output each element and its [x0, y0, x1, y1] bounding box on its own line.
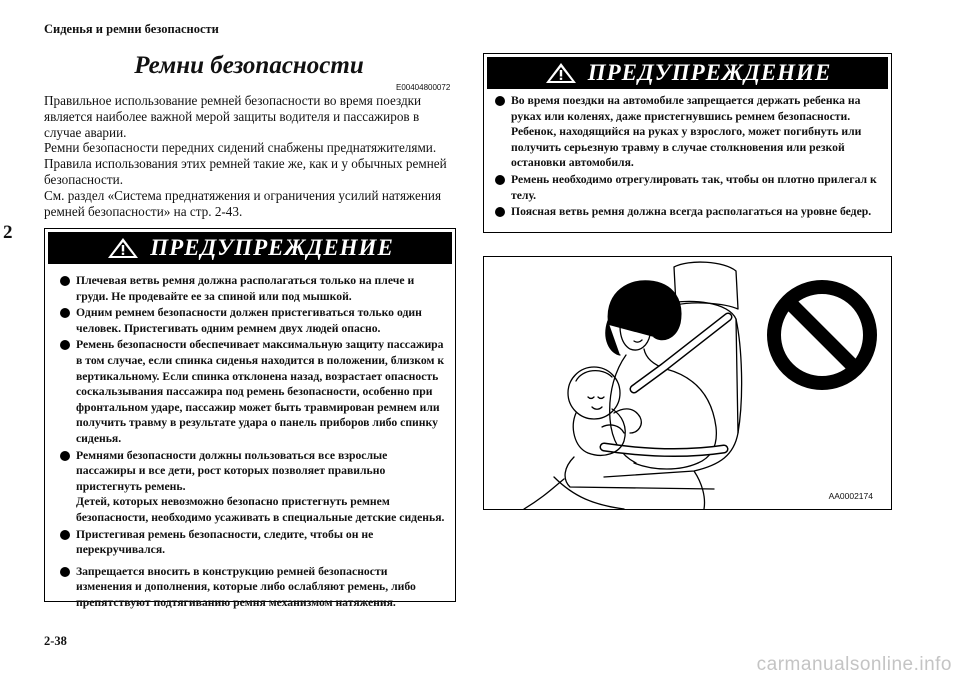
- warning-item: [53, 527, 445, 558]
- warning-item-text: Ремень необходимо отрегулировать так, чтобы он плотно прилегал к телу.: [511, 172, 877, 202]
- warning-item: [53, 273, 445, 304]
- warning-item: [53, 448, 445, 526]
- warning-item: [488, 172, 881, 203]
- warning-triangle-icon: [106, 236, 140, 260]
- warning-header: [487, 57, 888, 89]
- warning-item-text: Поясная ветвь ремня должна всегда располагаться на уровне бедер.: [511, 205, 872, 219]
- warning-triangle-icon: [544, 61, 578, 85]
- prohibition-sign-icon: [766, 279, 878, 391]
- bullet-icon: [60, 530, 70, 540]
- warning-item: [53, 337, 445, 446]
- warning-list: [484, 92, 891, 220]
- warning-heading: ПРЕДУПРЕЖДЕНИЕ: [587, 60, 832, 85]
- warning-item: [53, 564, 445, 611]
- intro-paragraph: Ремни безопасности передних сидений снабжены преднатяжителями. Правила использования этих ремней такие же, как и у обычных ремней безопасности.: [44, 140, 447, 187]
- warning-item: [488, 93, 881, 171]
- intro-paragraph: См. раздел «Система преднатяжения и ограничения усилий натяжения ремней безопасности» на стр. 2-43.: [44, 187, 442, 219]
- chapter-tab: 2: [3, 222, 13, 243]
- bullet-icon: [60, 451, 70, 461]
- illustration-panel: [483, 256, 892, 510]
- section-title: Ремни безопасности: [134, 52, 364, 79]
- bullet-icon: [495, 175, 505, 185]
- warning-item-text: Одним ремнем безопасности должен пристегиваться только один человек. Пристегивать одним ремнем двух людей опасно.: [76, 306, 422, 335]
- warning-list: [45, 267, 455, 610]
- warning-heading: ПРЕДУПРЕЖДЕНИЕ: [150, 235, 394, 260]
- warning-item-text: Ремнями безопасности должны пользоваться все взрослые пассажиры и все дети, рост которых позволяет правильно пристегнуть ремень. Детей, которых невозможно безопасно пристегнуть ремнем безопасности, необходимо усаживать в специальные детские сиденья.: [76, 448, 445, 524]
- warning-item-text: Плечевая ветвь ремня должна располагаться только на плече и груди. Не продевайте ее за спиной или под мышкой.: [76, 274, 415, 303]
- warning-item-text: Ремень безопасности обеспечивает максимальную защиту пассажира в том случае, если спинка сиденья находится в положении, близком к вертикальному. Если спинка отклонена назад, возрастает опасность соскальзывания пассажира под ремень безопасности, особенно при фронтальном ударе, пассажир может быть травмирован ремнем или получить травму в результате удара о панель приборов либо спинку сиденья.: [76, 338, 445, 445]
- bullet-icon: [495, 96, 505, 106]
- warning-item-text: Пристегивая ремень безопасности, следите, чтобы он не перекручивался.: [76, 527, 374, 557]
- bullet-icon: [60, 276, 70, 286]
- bullet-icon: [60, 567, 70, 577]
- watermark: carmanualsonline.info: [756, 654, 952, 675]
- section-code: E00404800072: [396, 83, 451, 92]
- warning-item: [488, 204, 881, 220]
- page-number: 2-38: [44, 634, 67, 648]
- intro-paragraph: Правильное использование ремней безопасности во время поездки является наиболее важной мерой защиты водителя и пассажиров в случае аварии.: [44, 93, 422, 140]
- bullet-icon: [60, 308, 70, 318]
- figure-code: AA0002174: [828, 491, 873, 501]
- bullet-icon: [60, 340, 70, 350]
- warning-item: [53, 305, 445, 336]
- intro-text: [44, 93, 456, 219]
- warning-box-left: [44, 228, 456, 609]
- bullet-icon: [495, 207, 505, 217]
- warning-item-text: Запрещается вносить в конструкцию ремней безопасности изменения и дополнения, которые либо ослабляют ремень, либо препятствуют подтягиванию ремня механизмом натяжения.: [76, 564, 416, 609]
- warning-box-right: [483, 53, 892, 233]
- running-header: Сиденья и ремни безопасности: [44, 22, 219, 36]
- warning-item-text: Во время поездки на автомобиле запрещается держать ребенка на руках или коленях, даже пристегнувшись ремнем безопасности. Ребенок, находящийся на руках у взрослого, может погибнуть или получить серьезную травму в случае столкновения или резкой остановки автомобиля.: [511, 94, 862, 170]
- warning-header: [48, 232, 452, 264]
